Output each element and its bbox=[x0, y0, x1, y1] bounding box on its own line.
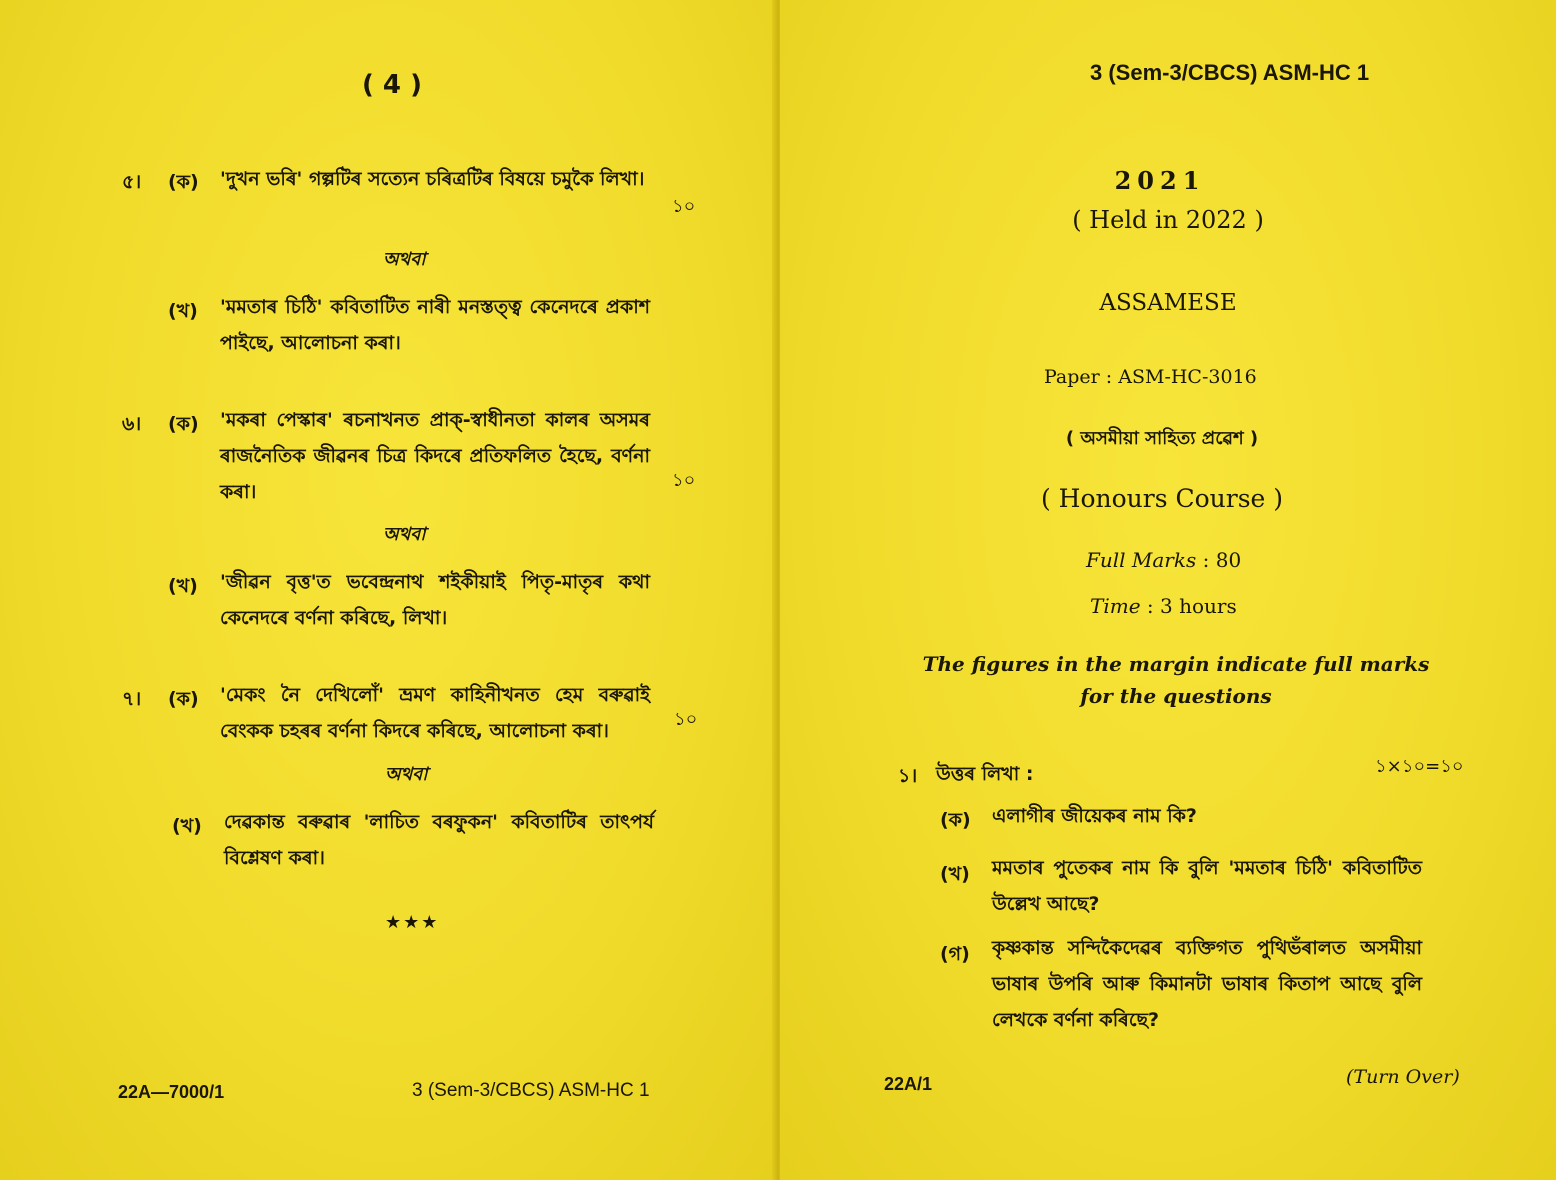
instruction-line-2: for the questions bbox=[1080, 684, 1272, 708]
full-marks-line bbox=[1086, 548, 1241, 572]
q6b-text: 'জীৱন বৃত্ত'ত ভবেন্দ্ৰনাথ শইকীয়াই পিতৃ-মাতৃৰ কথা কেনেদৰে বৰ্ণনা কৰিছে, লিখা। bbox=[220, 571, 650, 629]
q5a-marks: ১০ bbox=[672, 196, 696, 217]
q7a-label: (ক) bbox=[168, 688, 199, 710]
paper-header-code: 3 (Sem-3/CBCS) ASM-HC 1 bbox=[1090, 60, 1370, 85]
full-marks-value: : 80 bbox=[1202, 548, 1242, 572]
question-number-7: ৭। bbox=[122, 688, 142, 710]
q1b-label: (খ) bbox=[940, 863, 970, 885]
turn-over: (Turn Over) bbox=[1346, 1066, 1460, 1088]
right-page bbox=[780, 0, 1556, 1180]
time-line bbox=[1090, 594, 1237, 618]
footer-code-left: 22A—7000/1 bbox=[118, 1082, 225, 1102]
question-number-6: ৬। bbox=[122, 413, 142, 435]
page-number: ( 4 ) bbox=[362, 70, 422, 100]
paper-code: ASM-HC-3016 bbox=[1118, 366, 1257, 388]
q5a-text: 'দুখন ভৰি' গল্পটিৰ সত্যেন চৰিত্ৰটিৰ বিষয়ে চমুকৈ লিখা। bbox=[220, 168, 645, 190]
q1a-label: (ক) bbox=[940, 809, 971, 831]
q7-or: অথবা bbox=[385, 764, 428, 785]
footer-code-left: 22A/1 bbox=[884, 1074, 933, 1094]
q6a-text: 'মকৰা পেস্কাৰ' ৰচনাখনত প্ৰাক্‌-স্বাধীনতা কালৰ অসমৰ ৰাজনৈতিক জীৱনৰ চিত্ৰ কিদৰে প্ৰতিফলিত হৈছে, বৰ্ণনা কৰা। bbox=[220, 409, 650, 503]
q7b-text: দেৱকান্ত বৰুৱাৰ 'লাচিত বৰফুকন' কবিতাটিৰ তাৎপৰ্য বিশ্লেষণ কৰা। bbox=[224, 811, 654, 869]
exam-year: 2021 bbox=[1114, 166, 1206, 195]
time-label: Time bbox=[1090, 594, 1141, 618]
footer-code-right: 3 (Sem-3/CBCS) ASM-HC 1 bbox=[412, 1080, 650, 1101]
q6a-label: (ক) bbox=[168, 413, 199, 435]
instruction-line-1: The figures in the margin indicate full marks bbox=[922, 652, 1430, 676]
q1c-text: কৃষ্ণকান্ত সন্দিকৈদেৱৰ ব্যক্তিগত পুথিভঁৰালত অসমীয়া ভাষাৰ উপৰি আৰু কিমানটা ভাষাৰ কিতাপ আছে বুলি লেখকে বৰ্ণনা কৰিছে? bbox=[992, 937, 1422, 1031]
q6a-marks: ১০ bbox=[672, 470, 696, 491]
q7b-label: (খ) bbox=[172, 815, 202, 837]
q1-marks: ১×১০=১০ bbox=[1375, 756, 1464, 777]
subject-name: ASSAMESE bbox=[1099, 290, 1237, 316]
q7a-marks: ১০ bbox=[674, 709, 698, 730]
paper-line bbox=[1044, 366, 1257, 388]
q1a-text: এলাগীৰ জীয়েকৰ নাম কি? bbox=[992, 805, 1197, 827]
q6-or: অথবা bbox=[383, 524, 426, 545]
q6b-label: (খ) bbox=[168, 575, 198, 597]
question-number-1: ১। bbox=[898, 765, 918, 787]
q5-or: অথবা bbox=[383, 249, 426, 270]
q7a-text: 'মেকং নৈ দেখিলোঁ' ভ্ৰমণ কাহিনীখনত হেম বৰুৱাই বেংকক চহৰৰ বৰ্ণনা কিদৰে কৰিছে, আলোচনা কৰা। bbox=[220, 684, 650, 742]
full-marks-label: Full Marks bbox=[1086, 548, 1197, 572]
end-of-paper-stars: ★★★ bbox=[385, 912, 440, 933]
course-type: ( Honours Course ) bbox=[1040, 484, 1284, 513]
paper-title: ( অসমীয়া সাহিত্য প্ৰৱেশ ) bbox=[1065, 428, 1259, 449]
q5a-label: (ক) bbox=[168, 171, 199, 193]
q1-heading: উত্তৰ লিখা : bbox=[936, 763, 1034, 785]
q5b-text: 'মমতাৰ চিঠি' কবিতাটিত নাৰী মনস্তত্ত্ব কেনেদৰে প্ৰকাশ পাইছে, আলোচনা কৰা। bbox=[220, 296, 650, 354]
paper-label: Paper : bbox=[1044, 366, 1113, 388]
held-in: ( Held in 2022 ) bbox=[1072, 206, 1264, 234]
time-value: : 3 hours bbox=[1146, 594, 1237, 618]
q1b-text: মমতাৰ পুতেকৰ নাম কি বুলি 'মমতাৰ চিঠি' কবিতাটিত উল্লেখ আছে? bbox=[992, 857, 1422, 915]
question-number-5: ৫। bbox=[122, 171, 142, 193]
q1c-label: (গ) bbox=[940, 943, 970, 965]
q5b-label: (খ) bbox=[168, 300, 198, 322]
